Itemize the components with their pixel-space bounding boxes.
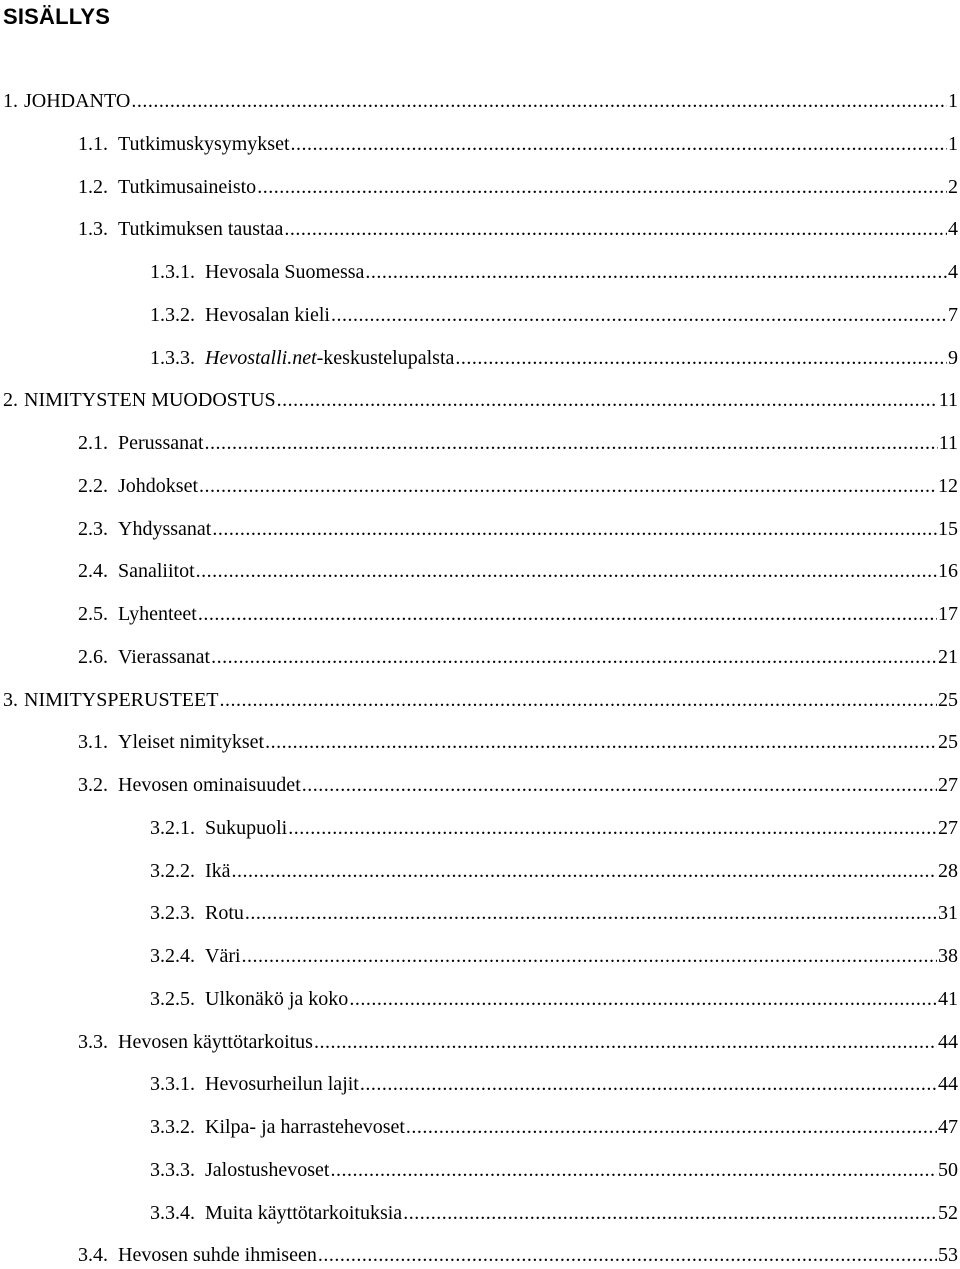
toc-entry-page-number: 25 (938, 731, 958, 753)
toc-entry-page-number: 47 (938, 1116, 958, 1138)
toc-entry-page-number: 7 (948, 304, 958, 326)
toc-entry-number: 2.4. (78, 560, 108, 582)
toc-entry-number: 2.2. (78, 475, 108, 497)
dot-leader (232, 857, 937, 885)
toc-entry[interactable] (150, 899, 958, 927)
toc-entry[interactable] (150, 344, 958, 372)
toc-entry[interactable] (150, 258, 958, 286)
toc-entry-page-number: 11 (938, 432, 958, 454)
toc-entry-page-number: 38 (938, 945, 958, 967)
dot-leader (198, 600, 937, 628)
toc-entry-number: 3.3.1. (150, 1073, 195, 1095)
toc-entry[interactable] (150, 1199, 958, 1227)
page-heading: SISÄLLYS (3, 4, 111, 29)
dot-leader (406, 1113, 937, 1141)
toc-entry-number: 3.3.2. (150, 1116, 195, 1138)
toc-entry[interactable] (78, 1241, 958, 1269)
toc-entry-title: Hevosen käyttötarkoitus (118, 1031, 313, 1053)
toc-entry[interactable] (78, 728, 958, 756)
toc-entry-title: Hevosen ominaisuudet (118, 774, 301, 796)
dot-leader (245, 899, 937, 927)
toc-entry[interactable] (78, 600, 958, 628)
toc-entry[interactable] (3, 87, 958, 115)
toc-entry-page-number: 4 (948, 218, 958, 240)
toc-entry-number: 3.1. (78, 731, 108, 753)
dot-leader (212, 515, 937, 543)
toc-entry-page-number: 44 (938, 1031, 958, 1053)
toc-entry-number: 1.1. (78, 133, 108, 155)
toc-entry-title (195, 344, 454, 372)
toc-entry-number: 3.2.3. (150, 902, 195, 924)
toc-entry[interactable] (78, 429, 958, 457)
toc-entry-title-italic: Hevostalli.net (205, 347, 317, 369)
toc-entry[interactable] (150, 985, 958, 1013)
toc-entry-number: 3.3.3. (150, 1159, 195, 1181)
toc-entry-page-number: 1 (948, 133, 958, 155)
toc-entry-title: NIMITYSTEN MUODOSTUS (24, 389, 276, 411)
toc-entry-page-number: 52 (938, 1202, 958, 1224)
toc-entry[interactable] (78, 771, 958, 799)
toc-entry-page-number: 50 (938, 1159, 958, 1181)
toc-entry-number: 2. (3, 389, 18, 411)
toc-entry-number: 1. (3, 90, 18, 112)
dot-leader (196, 557, 937, 585)
dot-leader (219, 686, 937, 714)
toc-entry-title: Yleiset nimitykset (118, 731, 265, 753)
toc-entry[interactable] (3, 686, 958, 714)
toc-entry-title: Sanaliitot (118, 560, 195, 582)
toc-entry-number: 3. (3, 689, 18, 711)
toc-entry-title: Lyhenteet (118, 603, 197, 625)
toc-entry[interactable] (78, 130, 958, 158)
toc-entry-title: JOHDANTO (24, 90, 131, 112)
toc-entry-number: 3.2.2. (150, 860, 195, 882)
toc-entry-page-number: 28 (938, 860, 958, 882)
toc-entry-page-number: 41 (938, 988, 958, 1010)
toc-entry-title: Hevosen suhde ihmiseen (118, 1244, 317, 1266)
toc-entry[interactable] (78, 1028, 958, 1056)
toc-entry-number: 3.2.5. (150, 988, 195, 1010)
dot-leader (284, 215, 947, 243)
dot-leader (131, 87, 947, 115)
toc-entry[interactable] (78, 515, 958, 543)
toc-entry[interactable] (150, 857, 958, 885)
dot-leader (330, 1156, 937, 1184)
toc-entry[interactable] (150, 1113, 958, 1141)
toc-entry[interactable] (78, 215, 958, 243)
toc-entry-title: Tutkimusaineisto (118, 176, 257, 198)
toc-entry-title: Kilpa- ja harrastehevoset (205, 1116, 405, 1138)
toc-entry-title-rest: -keskustelupalsta (316, 347, 455, 369)
toc-entry[interactable] (78, 173, 958, 201)
toc-entry-number: 2.3. (78, 518, 108, 540)
toc-entry-number: 3.3. (78, 1031, 108, 1053)
dot-leader (277, 386, 938, 414)
toc-entry-number: 2.6. (78, 646, 108, 668)
dot-leader (331, 301, 947, 329)
toc-entry-number: 3.2. (78, 774, 108, 796)
dot-leader (257, 173, 947, 201)
dot-leader (265, 728, 937, 756)
toc-entry-title: Tutkimuksen taustaa (118, 218, 284, 240)
toc-entry-title: Hevosalan kieli (205, 304, 330, 326)
dot-leader (365, 258, 947, 286)
toc-entry-page-number: 17 (938, 603, 958, 625)
toc-entry[interactable] (150, 1070, 958, 1098)
toc-entry-number: 1.3.1. (150, 261, 195, 283)
toc-entry-number: 1.3.2. (150, 304, 195, 326)
toc-entry-title: Hevosurheilun lajit (205, 1073, 359, 1095)
toc-entry-page-number: 1 (948, 90, 958, 112)
dot-leader (288, 814, 937, 842)
toc-entry[interactable] (78, 643, 958, 671)
toc-entry-page-number: 21 (938, 646, 958, 668)
toc-entry-page-number: 11 (938, 389, 958, 411)
dot-leader (205, 429, 938, 457)
toc-entry-number: 1.3.3. (150, 347, 195, 369)
toc-entry-title: Vierassanat (118, 646, 211, 668)
toc-entry-page-number: 4 (948, 261, 958, 283)
toc-entry-number: 3.2.4. (150, 945, 195, 967)
toc-entry-title: Sukupuoli (205, 817, 288, 839)
toc-entry-title: Tutkimuskysymykset (118, 133, 290, 155)
dot-leader (360, 1070, 937, 1098)
toc-entry[interactable] (78, 557, 958, 585)
toc-entry-page-number: 31 (938, 902, 958, 924)
dot-leader (403, 1199, 937, 1227)
toc-entry-page-number: 25 (938, 689, 958, 711)
toc-entry[interactable] (78, 472, 958, 500)
dot-leader (199, 472, 937, 500)
toc-entry-page-number: 44 (938, 1073, 958, 1095)
toc-entry-page-number: 15 (938, 518, 958, 540)
toc-entry[interactable] (150, 942, 958, 970)
toc-entry[interactable] (150, 301, 958, 329)
toc-entry[interactable] (150, 1156, 958, 1184)
toc-entry[interactable] (3, 386, 958, 414)
dot-leader (211, 643, 937, 671)
toc-entry-number: 3.2.1. (150, 817, 195, 839)
toc-entry-page-number: 16 (938, 560, 958, 582)
toc-entry-title: Yhdyssanat (118, 518, 212, 540)
toc-entry-title: Perussanat (118, 432, 204, 454)
toc-entry-title: Hevosala Suomessa (205, 261, 365, 283)
toc-entry-page-number: 2 (948, 176, 958, 198)
dot-leader (242, 942, 937, 970)
dot-leader (318, 1241, 937, 1269)
toc-entry-number: 3.4. (78, 1244, 108, 1266)
toc-entry-number: 2.5. (78, 603, 108, 625)
toc-entry-page-number: 12 (938, 475, 958, 497)
toc-entry[interactable] (150, 814, 958, 842)
dot-leader (302, 771, 937, 799)
toc-entry-page-number: 53 (938, 1244, 958, 1266)
dot-leader (349, 985, 937, 1013)
toc-entry-title: Johdokset (118, 475, 198, 497)
toc-entry-title: Ikä (205, 860, 231, 882)
toc-entry-title: Väri (205, 945, 241, 967)
toc-entry-number: 1.2. (78, 176, 108, 198)
dot-leader (455, 344, 947, 372)
toc-entry-title: Muita käyttötarkoituksia (205, 1202, 403, 1224)
toc-entry-title: Ulkonäkö ja koko (205, 988, 349, 1010)
dot-leader (314, 1028, 937, 1056)
toc-entry-page-number: 27 (938, 774, 958, 796)
dot-leader (291, 130, 947, 158)
toc-entry-number: 3.3.4. (150, 1202, 195, 1224)
toc-entry-number: 2.1. (78, 432, 108, 454)
toc-entry-title: Jalostushevoset (205, 1159, 330, 1181)
toc-entry-title: NIMITYSPERUSTEET (24, 689, 219, 711)
toc-entry-title: Rotu (205, 902, 244, 924)
toc-entry-number: 1.3. (78, 218, 108, 240)
toc-entry-page-number: 9 (948, 347, 958, 369)
toc-entry-page-number: 27 (938, 817, 958, 839)
